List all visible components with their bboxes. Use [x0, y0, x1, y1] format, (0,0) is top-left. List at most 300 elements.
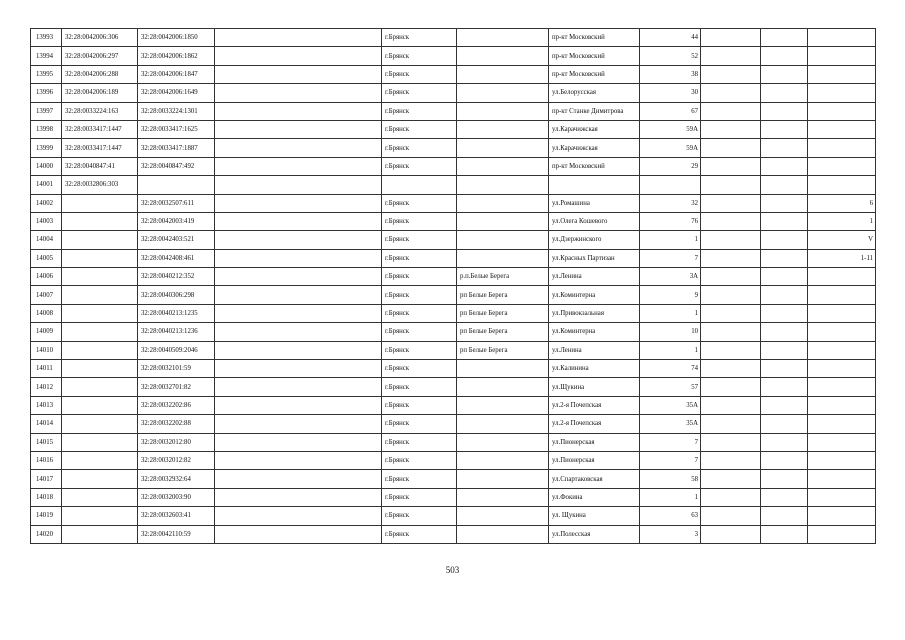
row-number-cell: 13997	[31, 102, 62, 120]
locality-cell	[457, 231, 549, 249]
row-number-cell: 13994	[31, 47, 62, 65]
row-number-cell: 14011	[31, 360, 62, 378]
blank-cell	[215, 323, 382, 341]
locality-cell	[457, 212, 549, 230]
blank-cell	[215, 29, 382, 47]
note-cell	[808, 84, 876, 102]
locality-cell	[457, 47, 549, 65]
cadastral-number-cell: 32:28:0040847:41	[62, 157, 138, 175]
building-cadastral-cell: 32:28:0032603:41	[138, 507, 215, 525]
locality-cell: рп Белые Берега	[457, 304, 549, 322]
blank-cell	[701, 507, 761, 525]
row-number-cell: 14012	[31, 378, 62, 396]
blank-cell	[761, 102, 808, 120]
house-number-cell: 63	[640, 507, 701, 525]
cadastral-number-cell: 32:28:0042006:189	[62, 84, 138, 102]
blank-cell	[215, 212, 382, 230]
blank-cell	[761, 176, 808, 194]
house-number-cell: 35А	[640, 415, 701, 433]
row-number-cell: 14008	[31, 304, 62, 322]
cadastral-number-cell: 32:28:0042006:288	[62, 65, 138, 83]
note-cell	[808, 120, 876, 138]
city-cell: г.Брянск	[382, 120, 457, 138]
locality-cell	[457, 84, 549, 102]
cadastral-number-cell: 32:28:0032806:303	[62, 176, 138, 194]
cadastral-number-cell	[62, 341, 138, 359]
table-row	[31, 525, 876, 543]
row-number-cell: 14014	[31, 415, 62, 433]
building-cadastral-cell: 32:28:0042006:1850	[138, 29, 215, 47]
building-cadastral-cell: 32:28:0033224:1301	[138, 102, 215, 120]
note-cell	[808, 286, 876, 304]
building-cadastral-cell: 32:28:0032012:82	[138, 451, 215, 469]
blank-cell	[215, 470, 382, 488]
cadastral-number-cell	[62, 304, 138, 322]
page-number: 503	[445, 565, 460, 575]
house-number-cell: 57	[640, 378, 701, 396]
building-cadastral-cell: 32:28:0040306:298	[138, 286, 215, 304]
street-cell: ул.Пионерская	[549, 433, 640, 451]
street-cell: пр-кт Московский	[549, 47, 640, 65]
street-cell: ул.Олега Кошевого	[549, 212, 640, 230]
building-cadastral-cell: 32:28:0040213:1236	[138, 323, 215, 341]
building-cadastral-cell: 32:28:0040213:1235	[138, 304, 215, 322]
street-cell: ул.Привокзальная	[549, 304, 640, 322]
table-row	[31, 249, 876, 267]
note-cell	[808, 176, 876, 194]
blank-cell	[215, 507, 382, 525]
blank-cell	[761, 212, 808, 230]
city-cell: г.Брянск	[382, 470, 457, 488]
note-cell	[808, 507, 876, 525]
locality-cell: рп Белые Берега	[457, 323, 549, 341]
blank-cell	[701, 102, 761, 120]
table-row	[31, 157, 876, 175]
city-cell: г.Брянск	[382, 212, 457, 230]
house-number-cell: 1	[640, 304, 701, 322]
blank-cell	[701, 47, 761, 65]
building-cadastral-cell: 32:28:0040212:352	[138, 268, 215, 286]
house-number-cell: 38	[640, 65, 701, 83]
locality-cell: рп Белые Берега	[457, 286, 549, 304]
row-number-cell: 14019	[31, 507, 62, 525]
blank-cell	[761, 84, 808, 102]
blank-cell	[701, 120, 761, 138]
row-number-cell: 14018	[31, 488, 62, 506]
note-cell	[808, 157, 876, 175]
blank-cell	[701, 212, 761, 230]
table-row	[31, 120, 876, 138]
house-number-cell: 7	[640, 249, 701, 267]
blank-cell	[701, 139, 761, 157]
building-cadastral-cell: 32:28:0040509:2046	[138, 341, 215, 359]
locality-cell	[457, 120, 549, 138]
blank-cell	[761, 433, 808, 451]
street-cell: ул. Щукина	[549, 507, 640, 525]
note-cell	[808, 65, 876, 83]
blank-cell	[215, 47, 382, 65]
city-cell: г.Брянск	[382, 231, 457, 249]
note-cell: V	[808, 231, 876, 249]
blank-cell	[701, 84, 761, 102]
house-number-cell	[640, 176, 701, 194]
row-number-cell: 14015	[31, 433, 62, 451]
locality-cell: р.п.Белые Берега	[457, 268, 549, 286]
street-cell: пр-кт Московский	[549, 29, 640, 47]
building-cadastral-cell	[138, 176, 215, 194]
street-cell: ул.Ленина	[549, 341, 640, 359]
locality-cell	[457, 488, 549, 506]
table-row	[31, 433, 876, 451]
blank-cell	[761, 249, 808, 267]
blank-cell	[215, 268, 382, 286]
street-cell: пр-кт Станке Димитрова	[549, 102, 640, 120]
locality-cell	[457, 470, 549, 488]
blank-cell	[761, 120, 808, 138]
building-cadastral-cell: 32:28:0032701:82	[138, 378, 215, 396]
blank-cell	[701, 433, 761, 451]
table-row	[31, 360, 876, 378]
blank-cell	[215, 157, 382, 175]
blank-cell	[761, 29, 808, 47]
table-row	[31, 470, 876, 488]
table-row	[31, 304, 876, 322]
blank-cell	[761, 65, 808, 83]
table-row	[31, 47, 876, 65]
cadastral-number-cell: 32:28:0033224:163	[62, 102, 138, 120]
cadastral-number-cell	[62, 415, 138, 433]
building-cadastral-cell: 32:28:0042003:419	[138, 212, 215, 230]
blank-cell	[701, 194, 761, 212]
blank-cell	[215, 120, 382, 138]
blank-cell	[701, 65, 761, 83]
table-row	[31, 212, 876, 230]
note-cell	[808, 378, 876, 396]
blank-cell	[215, 525, 382, 543]
house-number-cell: 44	[640, 29, 701, 47]
building-cadastral-cell: 32:28:0042110:59	[138, 525, 215, 543]
house-number-cell: 1	[640, 341, 701, 359]
blank-cell	[761, 47, 808, 65]
blank-cell	[701, 231, 761, 249]
note-cell	[808, 488, 876, 506]
city-cell: г.Брянск	[382, 507, 457, 525]
blank-cell	[701, 525, 761, 543]
building-cadastral-cell: 32:28:0033417:1887	[138, 139, 215, 157]
locality-cell	[457, 102, 549, 120]
building-cadastral-cell: 32:28:0032202:86	[138, 396, 215, 414]
city-cell: г.Брянск	[382, 102, 457, 120]
house-number-cell: 7	[640, 433, 701, 451]
row-number-cell: 14010	[31, 341, 62, 359]
building-cadastral-cell: 32:28:0032003:90	[138, 488, 215, 506]
blank-cell	[215, 488, 382, 506]
row-number-cell: 13993	[31, 29, 62, 47]
blank-cell	[215, 286, 382, 304]
locality-cell	[457, 396, 549, 414]
note-cell	[808, 268, 876, 286]
note-cell	[808, 341, 876, 359]
blank-cell	[761, 139, 808, 157]
note-cell: 1-11	[808, 249, 876, 267]
blank-cell	[215, 176, 382, 194]
note-cell	[808, 139, 876, 157]
blank-cell	[215, 139, 382, 157]
city-cell: г.Брянск	[382, 415, 457, 433]
blank-cell	[215, 194, 382, 212]
blank-cell	[215, 341, 382, 359]
building-cadastral-cell: 32:28:0042403:521	[138, 231, 215, 249]
note-cell	[808, 396, 876, 414]
city-cell: г.Брянск	[382, 451, 457, 469]
house-number-cell: 52	[640, 47, 701, 65]
cadastral-number-cell	[62, 249, 138, 267]
building-cadastral-cell: 32:28:0032101:59	[138, 360, 215, 378]
blank-cell	[761, 451, 808, 469]
table-row	[31, 139, 876, 157]
row-number-cell: 13998	[31, 120, 62, 138]
house-number-cell: 76	[640, 212, 701, 230]
cadastral-number-cell	[62, 212, 138, 230]
city-cell: г.Брянск	[382, 323, 457, 341]
cadastral-number-cell	[62, 360, 138, 378]
row-number-cell: 14004	[31, 231, 62, 249]
blank-cell	[761, 286, 808, 304]
building-cadastral-cell: 32:28:0042006:1847	[138, 65, 215, 83]
locality-cell	[457, 433, 549, 451]
note-cell	[808, 451, 876, 469]
city-cell: г.Брянск	[382, 341, 457, 359]
table-row	[31, 451, 876, 469]
blank-cell	[215, 433, 382, 451]
blank-cell	[761, 323, 808, 341]
house-number-cell: 59А	[640, 120, 701, 138]
note-cell	[808, 525, 876, 543]
locality-cell	[457, 65, 549, 83]
street-cell: ул.Карачижская	[549, 139, 640, 157]
table-row	[31, 65, 876, 83]
note-cell	[808, 47, 876, 65]
cadastral-number-cell	[62, 286, 138, 304]
blank-cell	[215, 304, 382, 322]
blank-cell	[701, 378, 761, 396]
row-number-cell: 14017	[31, 470, 62, 488]
blank-cell	[701, 249, 761, 267]
city-cell: г.Брянск	[382, 268, 457, 286]
cadastral-number-cell	[62, 433, 138, 451]
city-cell: г.Брянск	[382, 488, 457, 506]
blank-cell	[761, 415, 808, 433]
city-cell: г.Брянск	[382, 29, 457, 47]
cadastral-number-cell: 32:28:0033417:1447	[62, 120, 138, 138]
row-number-cell: 14001	[31, 176, 62, 194]
blank-cell	[701, 396, 761, 414]
row-number-cell: 14009	[31, 323, 62, 341]
city-cell: г.Брянск	[382, 65, 457, 83]
locality-cell	[457, 378, 549, 396]
blank-cell	[701, 176, 761, 194]
blank-cell	[761, 488, 808, 506]
cadastral-number-cell	[62, 378, 138, 396]
row-number-cell: 14005	[31, 249, 62, 267]
cadastral-number-cell	[62, 488, 138, 506]
row-number-cell: 13999	[31, 139, 62, 157]
locality-cell	[457, 194, 549, 212]
blank-cell	[701, 488, 761, 506]
blank-cell	[215, 65, 382, 83]
street-cell: ул.Коминтерна	[549, 323, 640, 341]
street-cell: ул.2-я Почепская	[549, 396, 640, 414]
note-cell	[808, 304, 876, 322]
table-row	[31, 29, 876, 47]
street-cell: ул.Ленина	[549, 268, 640, 286]
house-number-cell: 58	[640, 470, 701, 488]
locality-cell	[457, 139, 549, 157]
table-row	[31, 194, 876, 212]
row-number-cell: 14000	[31, 157, 62, 175]
table-row	[31, 84, 876, 102]
street-cell: ул.Коминтерна	[549, 286, 640, 304]
building-cadastral-cell: 32:28:0040847:492	[138, 157, 215, 175]
blank-cell	[761, 194, 808, 212]
row-number-cell: 14013	[31, 396, 62, 414]
blank-cell	[701, 323, 761, 341]
blank-cell	[761, 396, 808, 414]
city-cell: г.Брянск	[382, 360, 457, 378]
building-cadastral-cell: 32:28:0032012:80	[138, 433, 215, 451]
locality-cell	[457, 360, 549, 378]
blank-cell	[701, 341, 761, 359]
blank-cell	[761, 470, 808, 488]
row-number-cell: 14016	[31, 451, 62, 469]
street-cell: ул.Фокина	[549, 488, 640, 506]
blank-cell	[215, 249, 382, 267]
cadastral-number-cell	[62, 194, 138, 212]
city-cell: г.Брянск	[382, 304, 457, 322]
blank-cell	[701, 268, 761, 286]
cadastral-number-cell	[62, 323, 138, 341]
cadastral-number-cell: 32:28:0033417:1447	[62, 139, 138, 157]
house-number-cell: 29	[640, 157, 701, 175]
locality-cell	[457, 451, 549, 469]
locality-cell: рп Белые Берега	[457, 341, 549, 359]
cadastral-number-cell	[62, 525, 138, 543]
row-number-cell: 14002	[31, 194, 62, 212]
blank-cell	[701, 451, 761, 469]
house-number-cell: 3А	[640, 268, 701, 286]
city-cell: г.Брянск	[382, 84, 457, 102]
blank-cell	[215, 360, 382, 378]
cadastral-number-cell: 32:28:0042006:306	[62, 29, 138, 47]
house-number-cell: 7	[640, 451, 701, 469]
blank-cell	[701, 286, 761, 304]
table-row	[31, 341, 876, 359]
locality-cell	[457, 507, 549, 525]
street-cell: ул.Белорусская	[549, 84, 640, 102]
table-row	[31, 396, 876, 414]
street-cell	[549, 176, 640, 194]
note-cell: 6	[808, 194, 876, 212]
city-cell: г.Брянск	[382, 157, 457, 175]
note-cell	[808, 433, 876, 451]
street-cell: ул.2-я Почепская	[549, 415, 640, 433]
row-number-cell: 14006	[31, 268, 62, 286]
building-cadastral-cell: 32:28:0042408:461	[138, 249, 215, 267]
city-cell: г.Брянск	[382, 194, 457, 212]
row-number-cell: 14003	[31, 212, 62, 230]
locality-cell	[457, 157, 549, 175]
cadastral-number-cell	[62, 507, 138, 525]
blank-cell	[215, 415, 382, 433]
building-cadastral-cell: 32:28:0032932:64	[138, 470, 215, 488]
street-cell: ул.Ромашина	[549, 194, 640, 212]
building-cadastral-cell: 32:28:0042006:1862	[138, 47, 215, 65]
city-cell: г.Брянск	[382, 525, 457, 543]
registry-sheet	[30, 28, 876, 544]
note-cell	[808, 323, 876, 341]
street-cell: пр-кт Московский	[549, 157, 640, 175]
blank-cell	[761, 360, 808, 378]
blank-cell	[761, 304, 808, 322]
city-cell: г.Брянск	[382, 286, 457, 304]
cadastral-number-cell: 32:28:0042006:297	[62, 47, 138, 65]
blank-cell	[761, 157, 808, 175]
row-number-cell: 14007	[31, 286, 62, 304]
city-cell: г.Брянск	[382, 139, 457, 157]
street-cell: ул.Калинина	[549, 360, 640, 378]
city-cell: г.Брянск	[382, 396, 457, 414]
row-number-cell: 14020	[31, 525, 62, 543]
building-cadastral-cell: 32:28:0042006:1649	[138, 84, 215, 102]
table-row	[31, 415, 876, 433]
building-cadastral-cell: 32:28:0032202:88	[138, 415, 215, 433]
table-row	[31, 176, 876, 194]
note-cell: 1	[808, 212, 876, 230]
street-cell: ул.Полесская	[549, 525, 640, 543]
table-row	[31, 323, 876, 341]
street-cell: пр-кт Московский	[549, 65, 640, 83]
locality-cell	[457, 176, 549, 194]
table-row	[31, 507, 876, 525]
table-row	[31, 268, 876, 286]
street-cell: ул.Спартаковская	[549, 470, 640, 488]
locality-cell	[457, 525, 549, 543]
row-number-cell: 13995	[31, 65, 62, 83]
city-cell: г.Брянск	[382, 249, 457, 267]
registry-table	[30, 28, 876, 544]
locality-cell	[457, 29, 549, 47]
house-number-cell: 35А	[640, 396, 701, 414]
building-cadastral-cell: 32:28:0033417:1625	[138, 120, 215, 138]
street-cell: ул.Щукина	[549, 378, 640, 396]
house-number-cell: 59А	[640, 139, 701, 157]
cadastral-number-cell	[62, 231, 138, 249]
blank-cell	[701, 415, 761, 433]
house-number-cell: 3	[640, 525, 701, 543]
street-cell: ул.Дзержинского	[549, 231, 640, 249]
blank-cell	[761, 507, 808, 525]
house-number-cell: 30	[640, 84, 701, 102]
blank-cell	[761, 268, 808, 286]
house-number-cell: 1	[640, 488, 701, 506]
table-body	[31, 29, 876, 544]
table-row	[31, 488, 876, 506]
blank-cell	[701, 29, 761, 47]
cadastral-number-cell	[62, 470, 138, 488]
table-row	[31, 286, 876, 304]
blank-cell	[701, 470, 761, 488]
blank-cell	[215, 378, 382, 396]
